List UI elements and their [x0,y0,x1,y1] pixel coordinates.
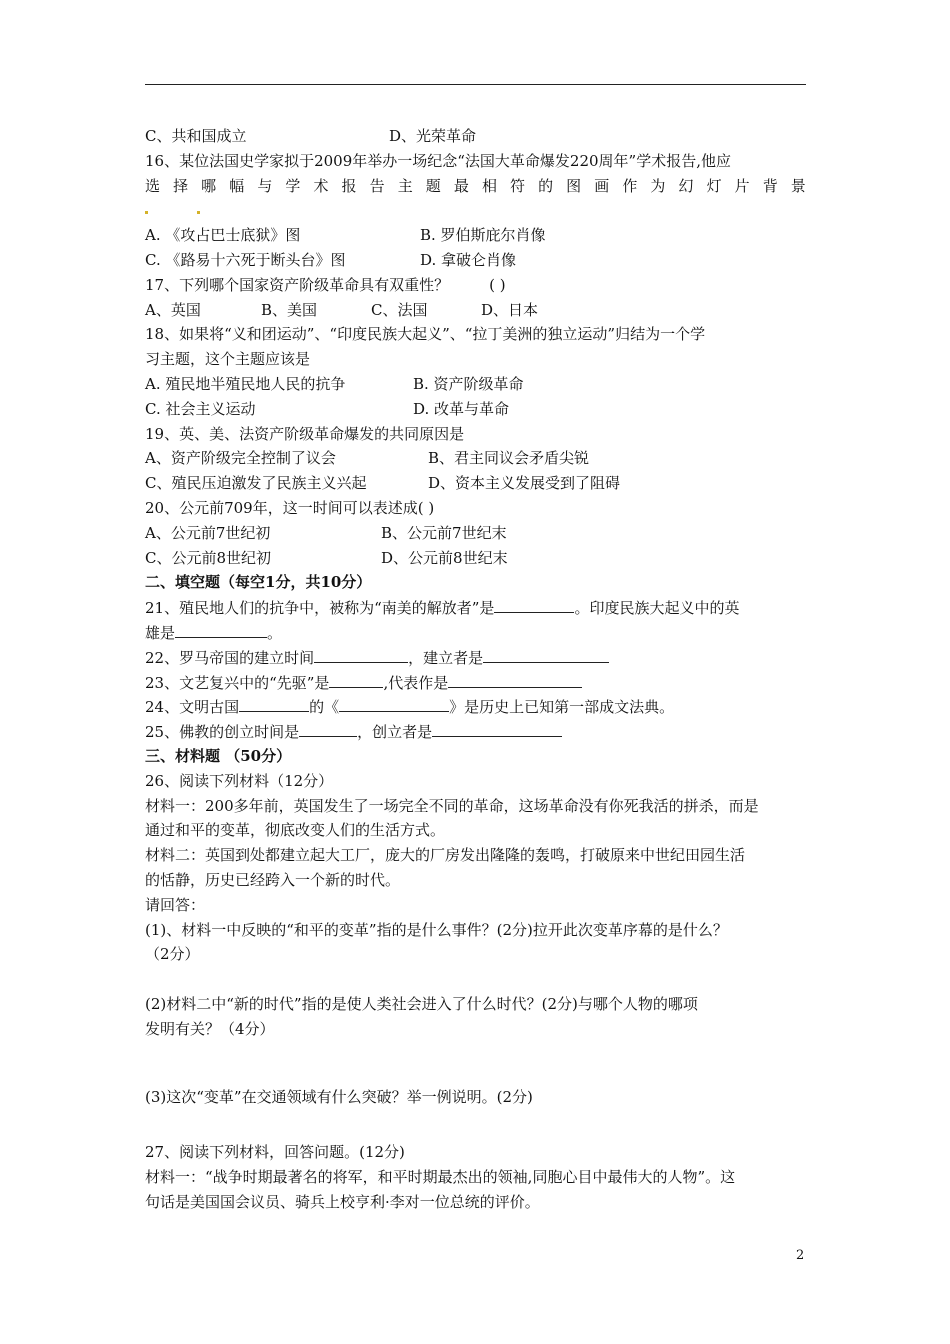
option-d: D、日本 [481,300,539,319]
option-b: B. 资产阶级革命 [413,374,524,393]
question-18-line-1: 18、如果将“义和团运动”、“印度民族大起义”、“拉丁美洲的独立运动”归结为一个学 [145,325,706,344]
option-d: D. 改革与革命 [413,399,510,418]
glyph: 的 [538,176,554,195]
option-row [145,298,806,323]
glyph: 作 [622,176,638,195]
question-25: 25、佛教的创立时间是 ，创立者是 [145,719,806,744]
option-row [145,521,806,546]
glyph: 学 [285,176,301,195]
sub-question-1-line-2: （2分） [145,945,200,964]
question-16-line-1: 16、某位法国史学家拟于2009年举办一场纪念“法国大革命爆发220周年”学术报告,他应 [145,151,731,170]
option-d: D、光荣革命 [389,127,477,145]
sub-question-2-line-2: 发明有关？（4分） [145,1019,275,1038]
option-row [145,124,806,149]
option-c: C. 《路易十六死于断头台》图 [145,250,346,269]
yellow-dot-mark [197,211,200,214]
glyph: 择 [173,176,189,195]
answer-blank[interactable] [314,645,408,663]
option-a: A、公元前7世纪初 [145,523,271,542]
header-rule [145,84,806,85]
question-21-line-1: 21、殖民地人们的抗争中，被称为“南美的解放者”是 。印度民族大起义中的英 [145,595,806,620]
question-22: 22、罗马帝国的建立时间 ，建立者是 [145,645,806,670]
glyph: 景 [790,176,806,195]
answer-blank[interactable] [448,670,582,688]
option-a: A、英国 [145,300,201,319]
glyph: 灯 [706,176,722,195]
question-19: 19、英、美、法资产阶级革命爆发的共同原因是 [145,424,465,443]
glyph: 最 [453,176,469,195]
material-2-line-1: 材料二：英国到处都建立起大工厂，庞大的厂房发出隆隆的轰鸣，打破原来中世纪田园生活 [145,846,746,865]
glyph: 幅 [229,176,245,195]
glyph: 与 [257,176,273,195]
sub-question-2-line-1: (2)材料二中“新的时代”指的是使人类社会进入了什么时代？(2分)与哪个人物的哪项 [145,994,698,1013]
material-1-line-1: 材料一：200多年前，英国发生了一场完全不同的革命，这场革命没有你死我活的拼杀，而是 [145,796,759,815]
glyph: 告 [369,176,385,195]
glyph: 幻 [678,176,694,195]
please-answer: 请回答： [145,895,206,914]
option-c: C. 社会主义运动 [145,399,256,418]
answer-blank[interactable] [299,719,357,737]
answer-blank[interactable] [432,719,562,737]
option-row [145,223,806,248]
option-d: D、公元前8世纪末 [381,548,508,567]
glyph: 题 [425,176,441,195]
question-27-material-1-line-2: 句话是美国国会议员、骑兵上校亨利·李对一位总统的评价。 [145,1192,540,1211]
option-b: B、君主同议会矛盾尖锐 [428,449,590,468]
question-17: 17、下列哪个国家资产阶级革命具有双重性？ ( ) [145,275,506,294]
option-c: C、法国 [371,300,428,319]
option-b: B. 罗伯斯庇尔肖像 [420,226,546,245]
glyph: 画 [594,176,610,195]
option-row [145,471,806,496]
question-18-line-2: 习主题，这个主题应该是 [145,350,311,369]
option-d: D. 拿破仑肖像 [420,250,517,269]
material-1-line-2: 通过和平的变革，彻底改变人们的生活方式。 [145,821,446,840]
option-row [145,397,806,422]
glyph: 相 [481,176,497,195]
question-23: 23、文艺复兴中的“先驱”是 ,代表作是 [145,670,806,695]
question-27-material-1-line-1: 材料一：“战争时期最著名的将军，和平时期最杰出的领袖,同胞心目中最伟大的人物”。这 [145,1167,736,1186]
option-b: B、公元前7世纪末 [381,523,507,542]
option-a: A. 《攻占巴士底狱》图 [145,226,301,245]
option-d: D、资本主义发展受到了阻碍 [428,474,621,493]
question-21-line-2: 雄是 。 [145,620,806,645]
sub-question-3: (3)这次“变革”在交通领域有什么突破？举一例说明。(2分) [145,1088,533,1107]
option-b: B、美国 [261,300,318,319]
question-20: 20、公元前709年，这一时间可以表述成( ) [145,498,435,517]
sub-question-1-line-1: (1)、材料一中反映的“和平的变革”指的是什么事件？(2分)拉开此次变革序幕的是什么？ [145,920,728,939]
answer-blank[interactable] [339,694,449,712]
section-heading: 二、填空题（每空1分，共10分） [145,573,372,592]
decorative-marks-row [145,198,806,223]
answer-blank[interactable] [329,670,383,688]
answer-blank[interactable] [494,595,574,613]
section-heading: 三、材料题 （50分） [145,746,292,765]
option-row [145,248,806,273]
glyph: 为 [650,176,666,195]
page-number: 2 [796,1248,805,1263]
yellow-dot-mark [145,211,148,214]
question-27-intro: 27、阅读下列材料，回答问题。(12分) [145,1143,405,1162]
answer-blank[interactable] [239,694,309,712]
glyph: 片 [734,176,750,195]
glyph: 选 [145,176,161,195]
question-24: 24、文明古国 的《 》是历史上已知第一部成文法典。 [145,694,806,719]
option-c: C、共和国成立 [145,127,247,145]
option-c: C、殖民压迫激发了民族主义兴起 [145,474,367,493]
option-row [145,372,806,397]
material-2-line-2: 的恬静，历史已经跨入一个新的时代。 [145,870,401,889]
glyph: 哪 [201,176,217,195]
glyph: 主 [397,176,413,195]
option-row [145,546,806,571]
glyph: 图 [566,176,582,195]
page-content [145,124,806,1214]
glyph: 术 [313,176,329,195]
question-16-line-2 [145,174,806,199]
option-a: A、资产阶级完全控制了议会 [145,449,336,468]
glyph: 报 [341,176,357,195]
answer-blank[interactable] [175,620,267,638]
option-row [145,446,806,471]
glyph: 背 [762,176,778,195]
glyph: 符 [510,176,526,195]
question-26-intro: 26、阅读下列材料（12分） [145,771,334,790]
answer-blank[interactable] [483,645,609,663]
option-c: C、公元前8世纪初 [145,548,272,567]
option-a: A. 殖民地半殖民地人民的抗争 [145,374,346,393]
